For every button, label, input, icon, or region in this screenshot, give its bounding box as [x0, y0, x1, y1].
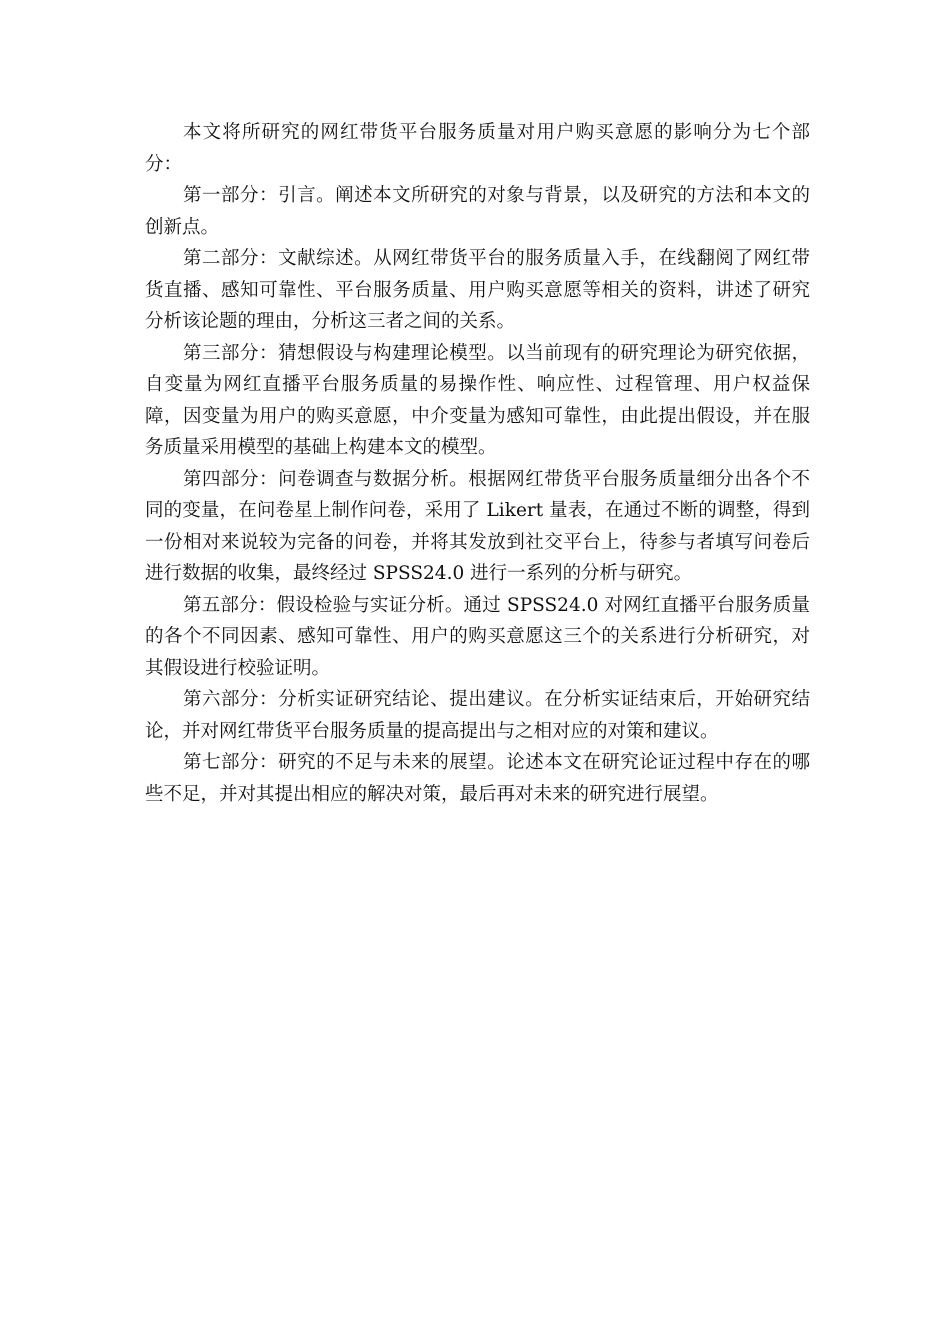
paragraph-part-4: 第四部分：问卷调查与数据分析。根据网红带货平台服务质量细分出各个不同的变量，在问卷星上制作问卷，采用了 Likert 量表，在通过不断的调整，得到一份相对来说较为完备的问卷，并将其发放到社交平台上，待参与者填写问卷后进行数据的收集，最终经过 SPSS24.0 进行一系列的分析与研究。 — [145, 468, 810, 584]
paragraph-part-2: 第二部分：文献综述。从网红带货平台的服务质量入手，在线翻阅了网红带货直播、感知可靠性、平台服务质量、用户购买意愿等相关的资料，讲述了研究分析该论题的理由，分析这三者之间的关系。 — [145, 248, 810, 332]
paragraph-part-7: 第七部分：研究的不足与未来的展望。论述本文在研究论证过程中存在的哪些不足，并对其提出相应的解决对策，最后再对未来的研究进行展望。 — [145, 752, 810, 805]
document-body — [145, 117, 810, 810]
paragraph-intro: 本文将所研究的网红带货平台服务质量对用户购买意愿的影响分为七个部分： — [145, 122, 810, 175]
paragraph-part-1: 第一部分：引言。阐述本文所研究的对象与背景，以及研究的方法和本文的创新点。 — [145, 185, 810, 238]
paragraph-part-5: 第五部分：假设检验与实证分析。通过 SPSS24.0 对网红直播平台服务质量的各个不同因素、感知可靠性、用户的购买意愿这三个的关系进行分析研究，对其假设进行校验证明。 — [145, 594, 810, 679]
paragraph-part-6: 第六部分：分析实证研究结论、提出建议。在分析实证结束后，开始研究结论，并对网红带货平台服务质量的提高提出与之相对应的对策和建议。 — [145, 689, 810, 742]
paragraph-part-3: 第三部分：猜想假设与构建理论模型。以当前现有的研究理论为研究依据，自变量为网红直播平台服务质量的易操作性、响应性、过程管理、用户权益保障，因变量为用户的购买意愿，中介变量为感知可靠性，由此提出假设，并在服务质量采用模型的基础上构建本文的模型。 — [145, 342, 810, 458]
